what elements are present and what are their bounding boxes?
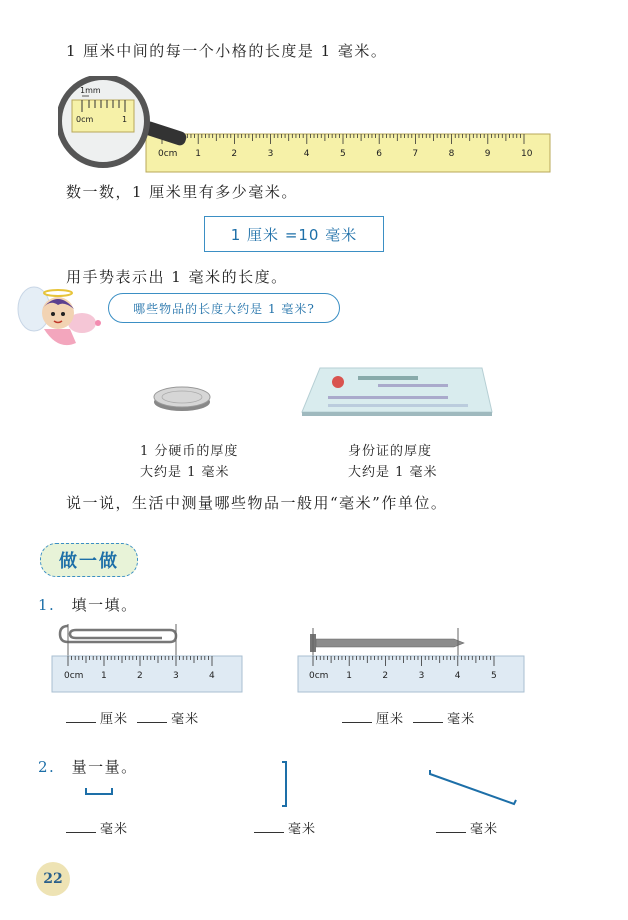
coin-caption-line1: 1 分硬币的厚度 xyxy=(140,444,239,459)
ex2-answer-2 xyxy=(254,818,316,837)
magnifier-mm-label: 1mm xyxy=(80,86,101,95)
paperclip-ruler-figure xyxy=(50,618,246,694)
main-ruler-tick-label: 6 xyxy=(376,149,382,159)
unit-mm-ex2-1: 毫米 xyxy=(100,822,129,837)
intro-text: 1 厘米中间的每一个小格的长度是 1 毫米。 xyxy=(66,42,388,60)
unit-mm-ex2-2: 毫米 xyxy=(288,822,317,837)
ruler-b-tick-label: 5 xyxy=(491,671,497,681)
main-ruler-tick-label: 5 xyxy=(340,149,346,159)
ruler-a-tick-label: 4 xyxy=(209,671,215,681)
magnifier-one-label: 1 xyxy=(122,115,128,124)
ex1-answer-a xyxy=(66,708,199,727)
main-ruler-tick-label: 7 xyxy=(412,149,419,159)
main-ruler-tick-label: 8 xyxy=(448,149,455,159)
page-number: 22 xyxy=(36,862,70,896)
fairy-mascot-icon xyxy=(14,283,104,357)
blank-cm-a[interactable] xyxy=(66,722,96,723)
unit-mm-a: 毫米 xyxy=(171,712,200,727)
section-badge: 做一做 xyxy=(40,543,138,577)
segment-vertical xyxy=(282,762,286,806)
exercise-2-number: 2. xyxy=(38,758,56,776)
paperclip-icon xyxy=(60,626,176,642)
count-question: 数一数，1 厘米里有多少毫米。 xyxy=(66,183,298,201)
speech-bubble: 哪些物品的长度大约是 1 毫米? xyxy=(108,293,340,323)
card-caption-line1: 身份证的厚度 xyxy=(348,444,433,459)
unit-cm-b: 厘米 xyxy=(376,712,405,727)
unit-cm-a: 厘米 xyxy=(100,712,129,727)
ruler-b-tick-label: 1 xyxy=(346,671,352,681)
gesture-instruction: 用手势表示出 1 毫米的长度。 xyxy=(66,268,288,286)
exercise-2-title: 量一量。 xyxy=(71,758,138,776)
segment-short xyxy=(86,788,112,794)
id-card-icon xyxy=(298,364,494,420)
nail-icon xyxy=(316,639,464,647)
main-ruler-tick-label: 4 xyxy=(303,149,310,159)
coin-icon xyxy=(150,375,214,415)
ex1-answer-b xyxy=(342,708,475,727)
ruler-a-tick-label: 2 xyxy=(137,671,143,681)
ex2-answer-3 xyxy=(436,818,498,837)
ex2-answer-1 xyxy=(66,818,128,837)
card-caption-line2: 大约是 1 毫米 xyxy=(348,465,438,480)
main-ruler-tick-label: 9 xyxy=(484,149,491,159)
main-ruler-tick-label: 0cm xyxy=(158,149,178,159)
discussion-prompt: 说一说，生活中测量哪些物品一般用“毫米”作单位。 xyxy=(66,494,448,512)
ruler-a-tick-label: 3 xyxy=(173,671,179,681)
ruler-a-tick-label: 1 xyxy=(101,671,107,681)
main-ruler-tick-label: 10 xyxy=(521,149,533,159)
segments-figure xyxy=(80,758,530,810)
unit-mm-b: 毫米 xyxy=(447,712,476,727)
formula-box: 1 厘米 =10 毫米 xyxy=(204,216,384,252)
ruler-a-tick-label: 0cm xyxy=(64,671,84,681)
blank-cm-b[interactable] xyxy=(342,722,372,723)
ruler-illustration xyxy=(58,76,558,176)
main-ruler-tick-label: 2 xyxy=(231,149,238,159)
blank-ex2-1[interactable] xyxy=(66,832,96,833)
blank-ex2-2[interactable] xyxy=(254,832,284,833)
exercise-1-title: 填一填。 xyxy=(71,596,138,614)
ruler-b-tick-label: 0cm xyxy=(309,671,329,681)
blank-mm-a[interactable] xyxy=(137,722,167,723)
ruler-b-tick-label: 3 xyxy=(418,671,425,681)
ruler-b-tick-label: 4 xyxy=(454,671,461,681)
blank-mm-b[interactable] xyxy=(413,722,443,723)
main-ruler-tick-label: 1 xyxy=(195,149,201,159)
exercise-1-number: 1. xyxy=(38,596,56,614)
blank-ex2-3[interactable] xyxy=(436,832,466,833)
unit-mm-ex2-3: 毫米 xyxy=(470,822,499,837)
segment-diagonal xyxy=(430,770,516,804)
magnifier-cm-label: 0cm xyxy=(76,115,94,124)
main-ruler-tick-label: 3 xyxy=(267,149,274,159)
coin-caption-line2: 大约是 1 毫米 xyxy=(140,465,230,480)
nail-ruler-figure xyxy=(296,618,526,694)
ruler-b-tick-label: 2 xyxy=(382,671,389,681)
